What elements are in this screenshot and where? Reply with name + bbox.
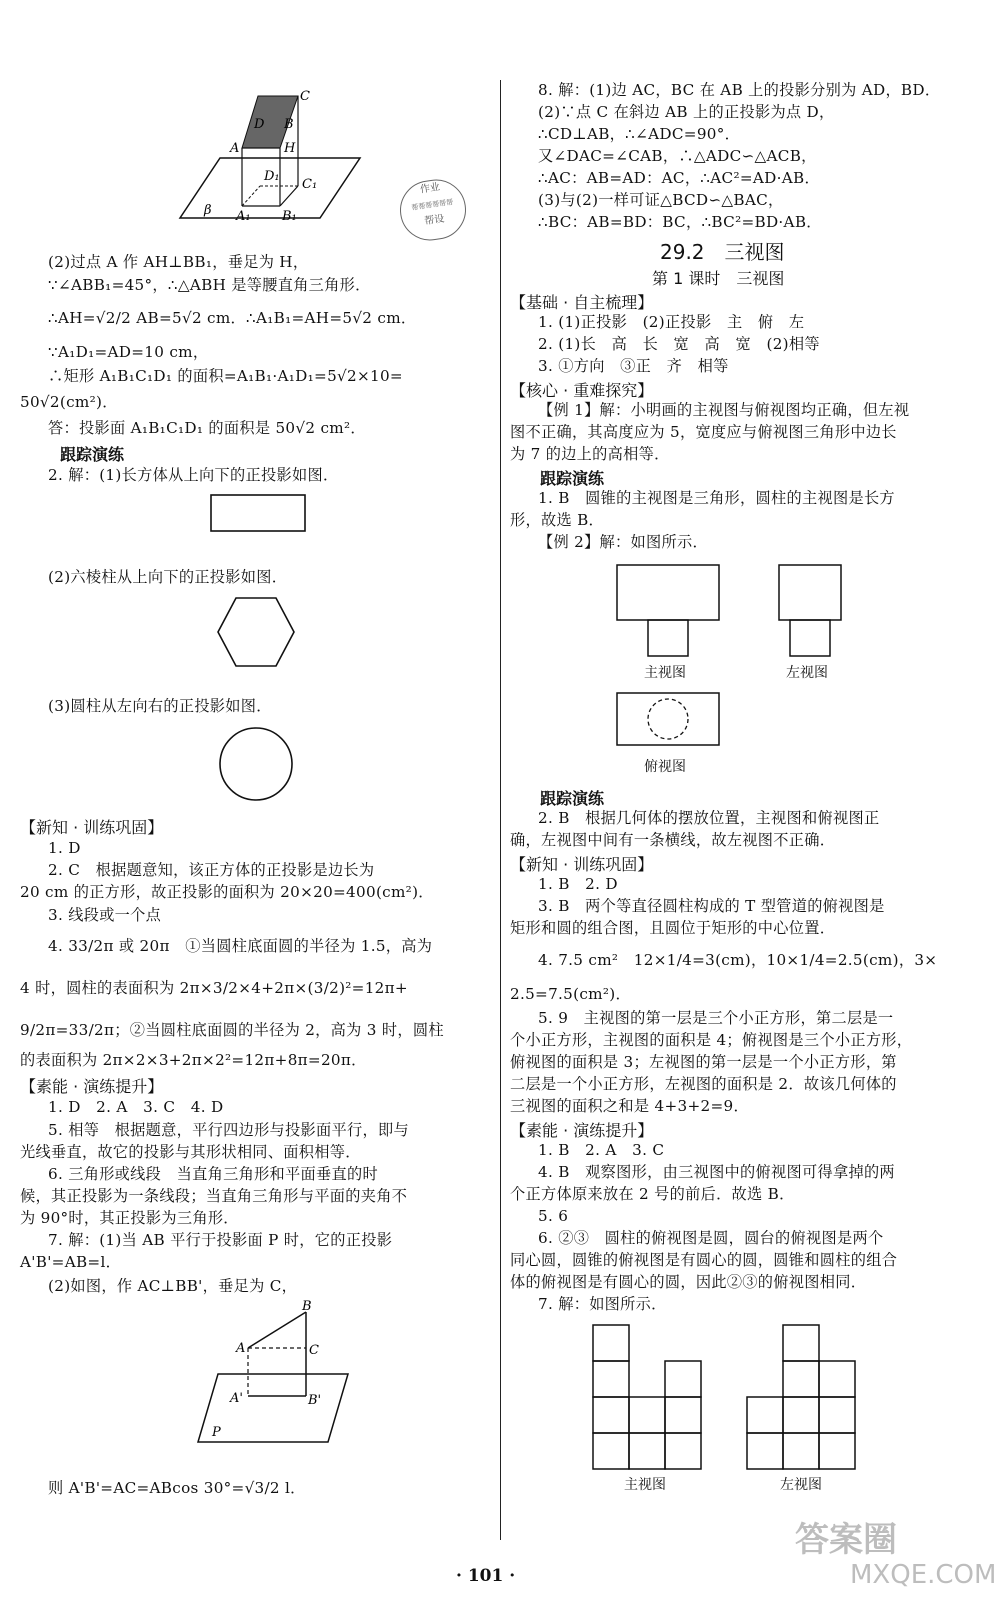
caption-front-view-2: 主视图 [624,1477,666,1493]
example2-front-view [616,564,722,660]
left-line-8: 2. 解：(1)长方体从上向下的正投影如图． [48,466,339,484]
right-line-3: 又∠DAC=∠CAB，∴△ADC∽△ACB， [538,147,817,165]
left-line-2: ∴AH=√2/2 AB=5√2 cm．∴A₁B₁=AH=5√2 cm． [48,309,417,327]
fig1-label-c1: C₁ [302,177,318,192]
right-line-6: ∴BC：AB=BD：BC，∴BC²=BD·AB． [538,213,822,231]
right-line-37: 三视图的面积之和是 4+3+2=9． [510,1097,749,1115]
stamp-line-1: 作业 [419,181,441,196]
right-line-31: 4. 7.5 cm² 12×1/4=3(cm)，10×1/4=2.5(cm)，3× [538,951,938,969]
right-line-14: 【例 1】解：小明画的主视图与俯视图均正确，但左视 [538,401,910,419]
fig1-label-b: B [284,117,294,132]
right-line-12: 3. ①方向 ③正 齐 相等 [538,357,729,375]
left-line-22: 5. 相等 根据题意，平行四边形与投影面平行，即与 [48,1121,409,1139]
right-line-1: (2)∵点 C 在斜边 AB 上的正投影为点 D， [538,103,835,121]
left-line-3: ∵A₁D₁=AD=10 cm， [48,343,209,361]
prism-projection-figure [170,88,390,228]
left-heading-xinzhi: 【新知 · 训练巩固】 [20,818,164,837]
homework-stamp [396,176,470,245]
left-heading-suneng: 【素能 · 演练提升】 [20,1077,164,1096]
fig1-label-d: D [254,117,265,132]
left-line-25: 候，其正投影为一条线段；当直角三角形与平面的夹角不 [20,1187,408,1205]
column-divider [500,80,501,1540]
fig1-label-c: C [300,89,310,104]
left-line-26: 为 90°时，其正投影为三角形． [20,1209,239,1227]
left-line-16: 4. 33/2π 或 20π ①当圆柱底面圆的半径为 1.5，高为 [48,937,433,955]
left-line-6: 答：投影面 A₁B₁C₁D₁ 的面积是 50√2 cm²． [48,419,366,437]
left-heading-tracking: 跟踪演练 [60,445,125,464]
right-line-33: 5. 9 主视图的第一层是三个小正方形，第二层是一 [538,1009,894,1027]
right-heading-xinzhi: 【新知 · 训练巩固】 [510,855,654,874]
left-line-24: 6. 三角形或线段 当直角三角形和平面垂直的时 [48,1165,378,1183]
fig1-label-h: H [284,141,296,156]
right-line-43: 6. ②③ 圆柱的俯视图是圆，圆台的俯视图是两个 [538,1229,884,1247]
left-line-9: (2)六棱柱从上向下的正投影如图． [48,568,288,586]
segment-projection-figure [178,1300,358,1460]
fig2-label-p: P [212,1425,221,1440]
right-line-26: 确，左视图中间有一条横线，故左视图不正确． [510,831,836,849]
right-line-16: 为 7 的边上的高相等． [510,445,670,463]
right-line-20: 【例 2】解：如图所示． [538,533,708,551]
section-title: 29.2 三视图 [660,240,785,264]
example2-top-view [616,692,722,748]
lesson-title: 第 1 课时 三视图 [652,269,785,288]
left-line-30: 则 A'B'=AC=ABcos 30°=√3/2 l． [48,1479,306,1497]
page-number: · 101 · [456,1566,516,1586]
fig1-label-d1: D₁ [264,169,280,184]
right-line-35: 俯视图的面积是 3；左视图的第一层是一个小正方形，第 [510,1053,897,1071]
right-line-36: 二层是一个小正方形，左视图的面积是 2．故该几何体的 [510,1075,897,1093]
caption-top-view: 俯视图 [644,759,686,775]
right-line-25: 2. B 根据几何体的摆放位置，主视图和俯视图正 [538,809,880,827]
right-heading-hexin: 【核心 · 重难探究】 [510,381,654,400]
right-line-34: 个小正方形，主视图的面积是 4；俯视图是三个小正方形， [510,1031,913,1049]
example2-left-view [778,564,844,660]
watermark-url: MXQE.COM [850,1560,996,1590]
right-line-30: 矩形和圆的组合图，且圆位于矩形的中心位置． [510,919,836,937]
fig2-label-b-prime: B' [308,1393,322,1408]
fig2-label-a-prime: A' [230,1391,243,1406]
caption-left-view-1: 左视图 [786,665,828,681]
right-line-32: 2.5=7.5(cm²)． [510,985,631,1003]
left-line-10: (3)圆柱从左向右的正投影如图． [48,697,272,715]
left-line-0: (2)过点 A 作 AH⊥BB₁，垂足为 H， [48,253,309,271]
right-line-44: 同心圆，圆锥的俯视图是有圆心的圆，圆锥和圆柱的组合 [510,1251,898,1269]
right-line-41: 个正方体原来放在 2 号的前后．故选 B． [510,1185,795,1203]
right-line-10: 1. (1)正投影 (2)正投影 主 俯 左 [538,313,805,331]
right-line-39: 1. B 2. A 3. C [538,1141,665,1159]
fig2-label-a: A [236,1341,246,1356]
left-line-27: 7. 解：(1)当 AB 平行于投影面 P 时，它的正投影 [48,1231,393,1249]
right-line-46: 7. 解：如图所示． [538,1295,667,1313]
left-line-21: 1. D 2. A 3. C 4. D [48,1098,224,1116]
circle-projection [218,726,296,804]
left-line-19: 的表面积为 2π×2×3+2π×2²=12π+8π=20π． [20,1051,367,1069]
fig2-label-c: C [309,1343,319,1358]
right-line-4: ∴AC：AB=AD：AC，∴AC²=AD·AB． [538,169,820,187]
right-heading-tracking-2: 跟踪演练 [540,789,605,808]
left-line-1: ∵∠ABB₁=45°，∴△ABH 是等腰直角三角形． [48,276,371,294]
left-line-4: ∴矩形 A₁B₁C₁D₁ 的面积=A₁B₁·A₁D₁=5√2×10= [48,367,403,385]
fig1-label-b1: B₁ [282,209,297,224]
right-line-45: 体的俯视图是有圆心的圆，因此②③的俯视图相同． [510,1273,867,1291]
right-line-29: 3. B 两个等直径圆柱构成的 T 型管道的俯视图是 [538,897,885,915]
right-line-42: 5. 6 [538,1207,569,1225]
right-line-0: 8. 解：(1)边 AC，BC 在 AB 上的投影分别为 AD，BD． [538,81,941,99]
right-line-18: 1. B 圆锥的主视图是三角形，圆柱的主视图是长方 [538,489,895,507]
right-line-40: 4. B 观察图形，由三视图中的俯视图可得拿掉的两 [538,1163,895,1181]
left-line-15: 3. 线段或一个点 [48,906,162,924]
watermark-logo: 答案圈 [795,1520,897,1560]
right-heading-tracking-1: 跟踪演练 [540,469,605,488]
stamp-line-2: 帮帮帮帮帮帮 [410,198,454,212]
right-heading-jichu: 【基础 · 自主梳理】 [510,293,654,312]
left-line-29: (2)如图，作 AC⊥BB'，垂足为 C， [48,1277,298,1295]
fig2-label-b: B [302,1299,312,1314]
caption-left-view-2: 左视图 [780,1477,822,1493]
right-heading-suneng: 【素能 · 演练提升】 [510,1121,654,1140]
stamp-line-3: 帮设 [423,213,446,228]
left-line-23: 光线垂直，故它的投影与其形状相同、面积相等． [20,1143,361,1161]
left-line-28: A'B'=AB=l． [20,1253,122,1271]
right-line-11: 2. (1)长 高 长 宽 高 宽 (2)相等 [538,335,820,353]
left-line-18: 9/2π=33/2π；②当圆柱底面圆的半径为 2，高为 3 时，圆柱 [20,1021,444,1039]
left-line-12: 1. D [48,839,81,857]
left-line-5: 50√2(cm²)． [20,393,118,411]
right-line-19: 形，故选 B． [510,511,605,529]
cube-left-view-grid [746,1324,858,1470]
cube-front-view-grid [592,1324,704,1470]
rectangle-projection [210,494,310,534]
hexagon-projection [216,596,296,668]
caption-front-view-1: 主视图 [644,665,686,681]
right-line-15: 图不正确，其高度应为 5，宽度应与俯视图三角形中边长 [510,423,897,441]
right-line-28: 1. B 2. D [538,875,618,893]
fig1-label-a: A [230,141,240,156]
fig1-label-a1: A₁ [236,209,251,224]
right-line-5: (3)与(2)一样可证△BCD∽△BAC， [538,191,784,209]
fig1-label-beta: β [204,203,212,218]
left-line-17: 4 时，圆柱的表面积为 2π×3/2×4+2π×(3/2)²=12π+ [20,979,408,997]
left-line-14: 20 cm 的正方形，故正投影的面积为 20×20=400(cm²)． [20,883,434,901]
left-line-13: 2. C 根据题意知，该正方体的正投影是边长为 [48,861,375,879]
right-line-2: ∴CD⊥AB，∴∠ADC=90°． [538,125,741,143]
